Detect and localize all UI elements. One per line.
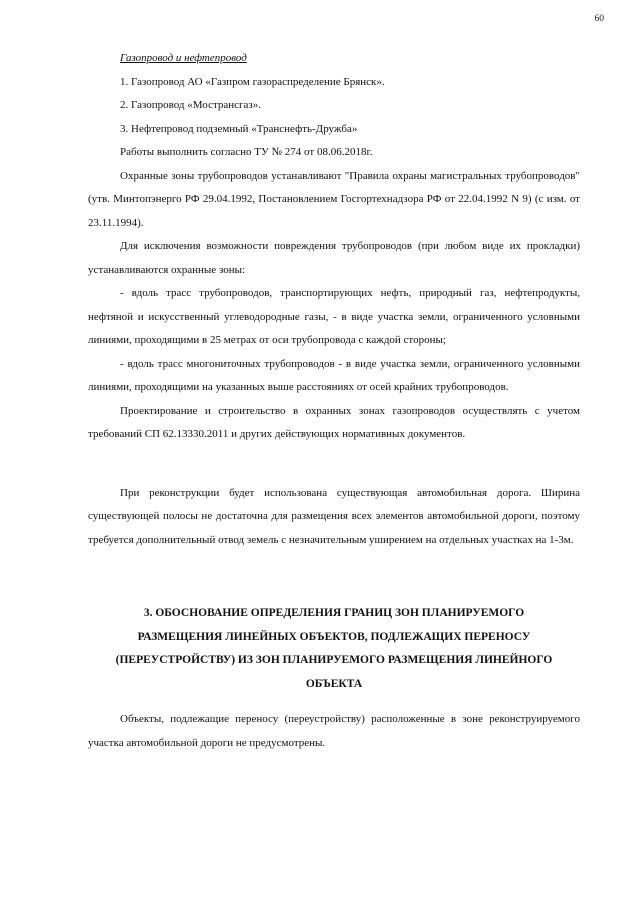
subheading: Газопровод и нефтепровод [120,52,247,64]
paragraph-design-requirements: Проектирование и строительство в охранных зонах газопроводов осуществлять с учетом требований СП 62.13330.2011 и других действующих нормативных документов. [88,404,580,440]
list-item: 2. Газопровод «Мострансгаз». [120,99,262,111]
paragraph-relocation: Объекты, подлежащие переносу (переустройству) расположенные в зоне реконструируемого участка автомобильной дороги не предусмотрены. [88,713,580,749]
section-heading: 3. ОБОСНОВАНИЕ ОПРЕДЕЛЕНИЯ ГРАНИЦ ЗОН ПЛАНИРУЕМОГО РАЗМЕЩЕНИЯ ЛИНЕЙНЫХ ОБЪЕКТОВ, ПОДЛЕЖАЩИХ ПЕРЕНОСУ (ПЕРЕУСТРОЙСТВУ) ИЗ ЗОН ПЛАНИРУЕМОГО РАЗМЕЩЕНИЯ ЛИНЕЙНОГО ОБЪЕКТА [115,607,553,690]
paragraph-protection-zones: Для исключения возможности повреждения трубопроводов (при любом виде их прокладки) устанавливаются охранные зоны: [88,240,580,276]
paragraph-protection-rules: Охранные зоны трубопроводов устанавливают "Правила охраны магистральных трубопроводов" (утв. Минтопэнерго РФ 29.04.1992, Постановлением Госгортехнадзора РФ от 22.04.1992 N 9) (с изм. от 23.11.1994). [88,169,580,229]
paragraph-technical-conditions: Работы выполнить согласно ТУ № 274 от 08.06.2018г. [120,146,373,158]
page-number: 60 [594,14,604,24]
document-body [88,47,580,755]
list-item: 1. Газопровод АО «Газпром газораспределение Брянск». [120,75,385,88]
spacer [88,696,580,708]
paragraph-reconstruction: При реконструкции будет использована существующая автомобильная дорога. Ширина существующей полосы не достаточна для размещения всех элементов автомобильной дороги, поэтому требуется дополнительный отвод земель с незначительным уширением на отдельных участках на 1-3м. [88,486,580,546]
list-item: 3. Нефтепровод подземный «Транснефть-Дружба» [120,122,358,135]
paragraph-zone-multi: - вдоль трасс многониточных трубопроводов - в виде участка земли, ограниченного условными линиями, проходящими на указанных выше расстояниях от осей крайних трубопроводов. [88,357,580,393]
paragraph-zone-single: - вдоль трасс трубопроводов, транспортирующих нефть, природный газ, нефтепродукты, нефтяной и искусственный углеводородные газы, - в виде участка земли, ограниченного условными линиями, проходящими в 25 метрах от оси трубопровода с каждой стороны; [88,287,580,346]
spacer [88,447,580,482]
spacer [88,552,580,602]
